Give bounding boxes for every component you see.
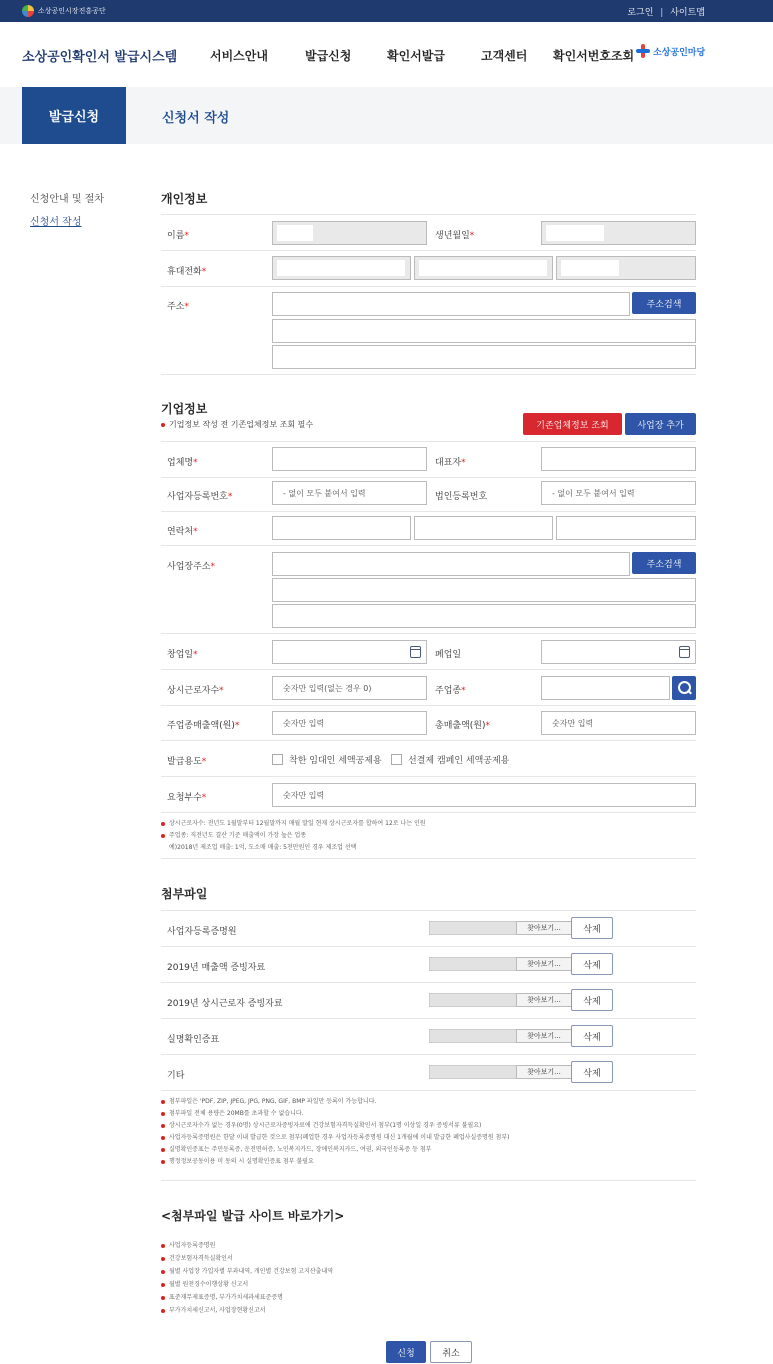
cancel-button[interactable]: 취소 <box>430 1341 472 1363</box>
nav-customer-center[interactable]: 고객센터 <box>481 49 528 63</box>
links-section-title: <첨부파일 발급 사이트 바로가기> <box>161 1209 345 1223</box>
org-name: 소상공인시장진흥공단 <box>38 7 106 15</box>
sitemap-link[interactable]: 사이트맵 <box>670 8 705 18</box>
corp-no-label: 법인등록번호 <box>435 492 488 502</box>
name-label: 이름* <box>167 231 189 241</box>
address-detail-field[interactable] <box>272 345 696 369</box>
phone-field-1[interactable] <box>272 256 411 280</box>
issue-link[interactable]: 부가가치세신고서, 사업장현황신고서 <box>161 1305 266 1316</box>
page-hero <box>0 87 773 144</box>
site-address-field[interactable] <box>272 578 696 602</box>
row-bizname-ceo <box>161 442 696 478</box>
main-biz-field[interactable] <box>541 676 670 700</box>
file-row-workers <box>161 983 696 1019</box>
contact-field-2[interactable] <box>414 516 553 540</box>
purpose-label: 발급용도* <box>167 757 207 767</box>
purpose-option-prepay[interactable]: 선결제 캠페인 세액공제용 <box>391 753 509 766</box>
row-phone <box>161 251 696 287</box>
row-address <box>161 287 696 375</box>
workers-label: 상시근로자수* <box>167 686 224 696</box>
site-address-detail-field[interactable] <box>272 604 696 628</box>
biz-no-field[interactable]: - 없이 모두 붙여서 입력 <box>272 481 427 505</box>
add-business-button[interactable]: 사업장 추가 <box>625 413 696 435</box>
company-note-mainbiz: 주업종: 직전년도 결산 기준 매출액이 가장 높은 업종 <box>161 830 306 841</box>
issue-link[interactable]: 표준재무제표증명, 부가가치세과세표준증명 <box>161 1292 283 1303</box>
birth-label: 생년월일* <box>435 231 475 241</box>
delete-button[interactable]: 삭제 <box>571 917 613 939</box>
page-title: 신청서 작성 <box>162 111 230 126</box>
address-search-button[interactable]: 주소검색 <box>632 292 696 314</box>
browse-button[interactable]: 찾아보기... <box>516 1029 572 1043</box>
browse-button[interactable]: 찾아보기... <box>516 993 572 1007</box>
workers-field[interactable]: 숫자만 입력(없는 경우 0) <box>272 676 427 700</box>
issue-link[interactable]: 건강보험자격득실확인서 <box>161 1253 233 1264</box>
open-date-label: 창업일* <box>167 650 198 660</box>
corp-no-field[interactable]: - 없이 모두 붙여서 입력 <box>541 481 696 505</box>
browse-button[interactable]: 찾아보기... <box>516 1065 572 1079</box>
browse-button[interactable]: 찾아보기... <box>516 957 572 971</box>
util-separator: | <box>660 8 664 18</box>
biz-name-label: 업체명* <box>167 458 198 468</box>
masked-value <box>277 260 405 276</box>
row-biz-no <box>161 478 696 512</box>
file-note: 행정정보공동이용 미 동의 시 실명확인증표 첨부 불필요 <box>161 1156 314 1167</box>
file-path-field <box>429 1029 517 1043</box>
company-note-workers: 상시근로자수: 전년도 1월말부터 12월말까지 매월 말일 현재 상시근로자를 합하여 12로 나는 인원 <box>161 818 426 829</box>
submit-button[interactable]: 신청 <box>386 1341 426 1363</box>
row-copies <box>161 777 696 813</box>
company-notice: 기업정보 작성 전 기존업체정보 조회 필수 <box>161 419 313 430</box>
masked-value <box>561 260 619 276</box>
plus-logo-icon <box>636 44 650 58</box>
row-name-birth <box>161 215 696 251</box>
phone-field-3[interactable] <box>556 256 696 280</box>
file-row-id <box>161 1019 696 1055</box>
org-logo[interactable] <box>22 5 106 17</box>
ceo-field[interactable] <box>541 447 696 471</box>
row-dates <box>161 634 696 670</box>
search-icon[interactable] <box>672 676 696 700</box>
nav-number-lookup[interactable]: 확인서번호조회 <box>553 49 635 63</box>
company-note-example: 예)2018년 제조업 매출: 1억, 도소매 매출: 5천만원인 경우 제조업 선택 <box>169 844 357 851</box>
row-workers <box>161 670 696 706</box>
open-date-field[interactable] <box>272 640 427 664</box>
org-logo-icon <box>22 5 34 17</box>
address-label: 주소* <box>167 302 189 312</box>
delete-button[interactable]: 삭제 <box>571 953 613 975</box>
close-date-field[interactable] <box>541 640 696 664</box>
row-sales <box>161 706 696 741</box>
nav-service-info[interactable]: 서비스안내 <box>210 49 268 63</box>
ceo-label: 대표자* <box>435 458 466 468</box>
file-path-field <box>429 921 517 935</box>
address-field[interactable] <box>272 319 696 343</box>
masked-value <box>546 225 604 241</box>
divider <box>161 858 696 859</box>
issue-link[interactable]: 사업자등록증명원 <box>161 1240 215 1251</box>
login-link[interactable]: 로그인 <box>627 8 654 18</box>
file-label: 2019년 매출액 증빙자료 <box>167 963 266 973</box>
brand-name: 소상공인마당 <box>653 47 706 58</box>
existing-company-lookup-button[interactable]: 기존업체정보 조회 <box>523 413 622 435</box>
personal-section-title: 개인정보 <box>161 192 208 206</box>
checkbox[interactable] <box>272 754 283 765</box>
main-biz-label: 주업종* <box>435 686 466 696</box>
birth-field[interactable] <box>541 221 696 245</box>
phone-field-2[interactable] <box>414 256 553 280</box>
divider <box>161 1180 696 1181</box>
delete-button[interactable]: 삭제 <box>571 1061 613 1083</box>
main-sales-label: 주업종매출액(원)* <box>167 721 240 731</box>
file-label: 실명확인증표 <box>167 1035 220 1045</box>
main-sales-field[interactable]: 숫자만 입력 <box>272 711 427 735</box>
biz-no-label: 사업자등록번호* <box>167 492 233 502</box>
zipcode-field[interactable] <box>272 292 630 316</box>
phone-label: 휴대전화* <box>167 267 207 277</box>
site-title[interactable]: 소상공인확인서 발급시스템 <box>22 50 178 65</box>
file-path-field <box>429 993 517 1007</box>
contact-field-3[interactable] <box>556 516 696 540</box>
close-date-label: 폐업일 <box>435 650 462 660</box>
file-row-sales <box>161 947 696 983</box>
brand-logo[interactable] <box>636 44 705 58</box>
file-path-field <box>429 957 517 971</box>
file-row-biz-cert <box>161 911 696 947</box>
files-section-title: 첨부파일 <box>161 887 208 901</box>
company-section-title: 기업정보 <box>161 402 208 416</box>
row-purpose <box>161 741 696 777</box>
nav-apply[interactable]: 발급신청 <box>305 49 352 63</box>
row-contact <box>161 512 696 546</box>
delete-button[interactable]: 삭제 <box>571 1025 613 1047</box>
site-zipcode-field[interactable] <box>272 552 630 576</box>
site-address-search-button[interactable]: 주소검색 <box>632 552 696 574</box>
row-site-address <box>161 546 696 634</box>
top-bar <box>0 0 773 22</box>
masked-value <box>419 260 547 276</box>
copies-field[interactable]: 숫자만 입력 <box>272 783 696 807</box>
section-tab[interactable]: 발급신청 <box>22 87 126 144</box>
file-label: 사업자등록증명원 <box>167 927 237 937</box>
total-sales-label: 총매출액(원)* <box>435 721 490 731</box>
util-links <box>627 5 705 18</box>
browse-button[interactable]: 찾아보기... <box>516 921 572 935</box>
purpose-option-landlord[interactable]: 착한 임대인 세액공제용 <box>272 753 382 766</box>
delete-button[interactable]: 삭제 <box>571 989 613 1011</box>
masked-value <box>277 225 313 241</box>
side-item-form[interactable]: 신청서 작성 <box>30 217 82 228</box>
file-label: 2019년 상시근로자 증빙자료 <box>167 999 283 1009</box>
file-path-field <box>429 1065 517 1079</box>
file-row-etc <box>161 1055 696 1091</box>
file-note: 상시근로자수가 없는 경우(0명) 상시근로자증빙자료에 건강보험자격득실확인서 첨부(1명 이상일 경우 증빙서류 불필요) <box>161 1120 481 1131</box>
file-note: 실명확인증표는 주민등록증, 운전면허증, 노인복지카드, 장애인복지카드, 여권, 외국인등록증 등 첨부 <box>161 1144 431 1155</box>
total-sales-field[interactable]: 숫자만 입력 <box>541 711 696 735</box>
file-note: 사업자등록증명원은 한달 이내 발급한 것으로 첨부(폐업한 경우 사업자등록증명원 대신 1개월에 이내 발급한 폐업사실증명원 첨부) <box>161 1132 509 1143</box>
file-note: 첨부파일 전체 용량은 20MB를 초과할 수 없습니다. <box>161 1108 304 1119</box>
contact-label: 연락처* <box>167 527 198 537</box>
name-field[interactable] <box>272 221 427 245</box>
checkbox[interactable] <box>391 754 402 765</box>
site-address-label: 사업장주소* <box>167 562 215 572</box>
copies-label: 요청부수* <box>167 793 207 803</box>
contact-field-1[interactable] <box>272 516 411 540</box>
nav-issue[interactable]: 확인서발급 <box>387 49 445 63</box>
issue-link[interactable]: 월별 원천징수이행상황 신고서 <box>161 1279 248 1290</box>
side-item-guide[interactable]: 신청안내 및 절차 <box>30 194 104 205</box>
header <box>0 22 773 84</box>
calendar-icon[interactable] <box>410 646 421 658</box>
file-label: 기타 <box>167 1071 185 1081</box>
issue-link[interactable]: 월별 사업장 가입자별 부과내역, 개인별 건강보험 고지산출내역 <box>161 1266 333 1277</box>
file-note: 첨부파일은 'PDF, ZIP, JPEG, JPG, PNG, GIF, BMP 파일만 등록이 가능합니다. <box>161 1096 376 1107</box>
biz-name-field[interactable] <box>272 447 427 471</box>
calendar-icon[interactable] <box>679 646 690 658</box>
